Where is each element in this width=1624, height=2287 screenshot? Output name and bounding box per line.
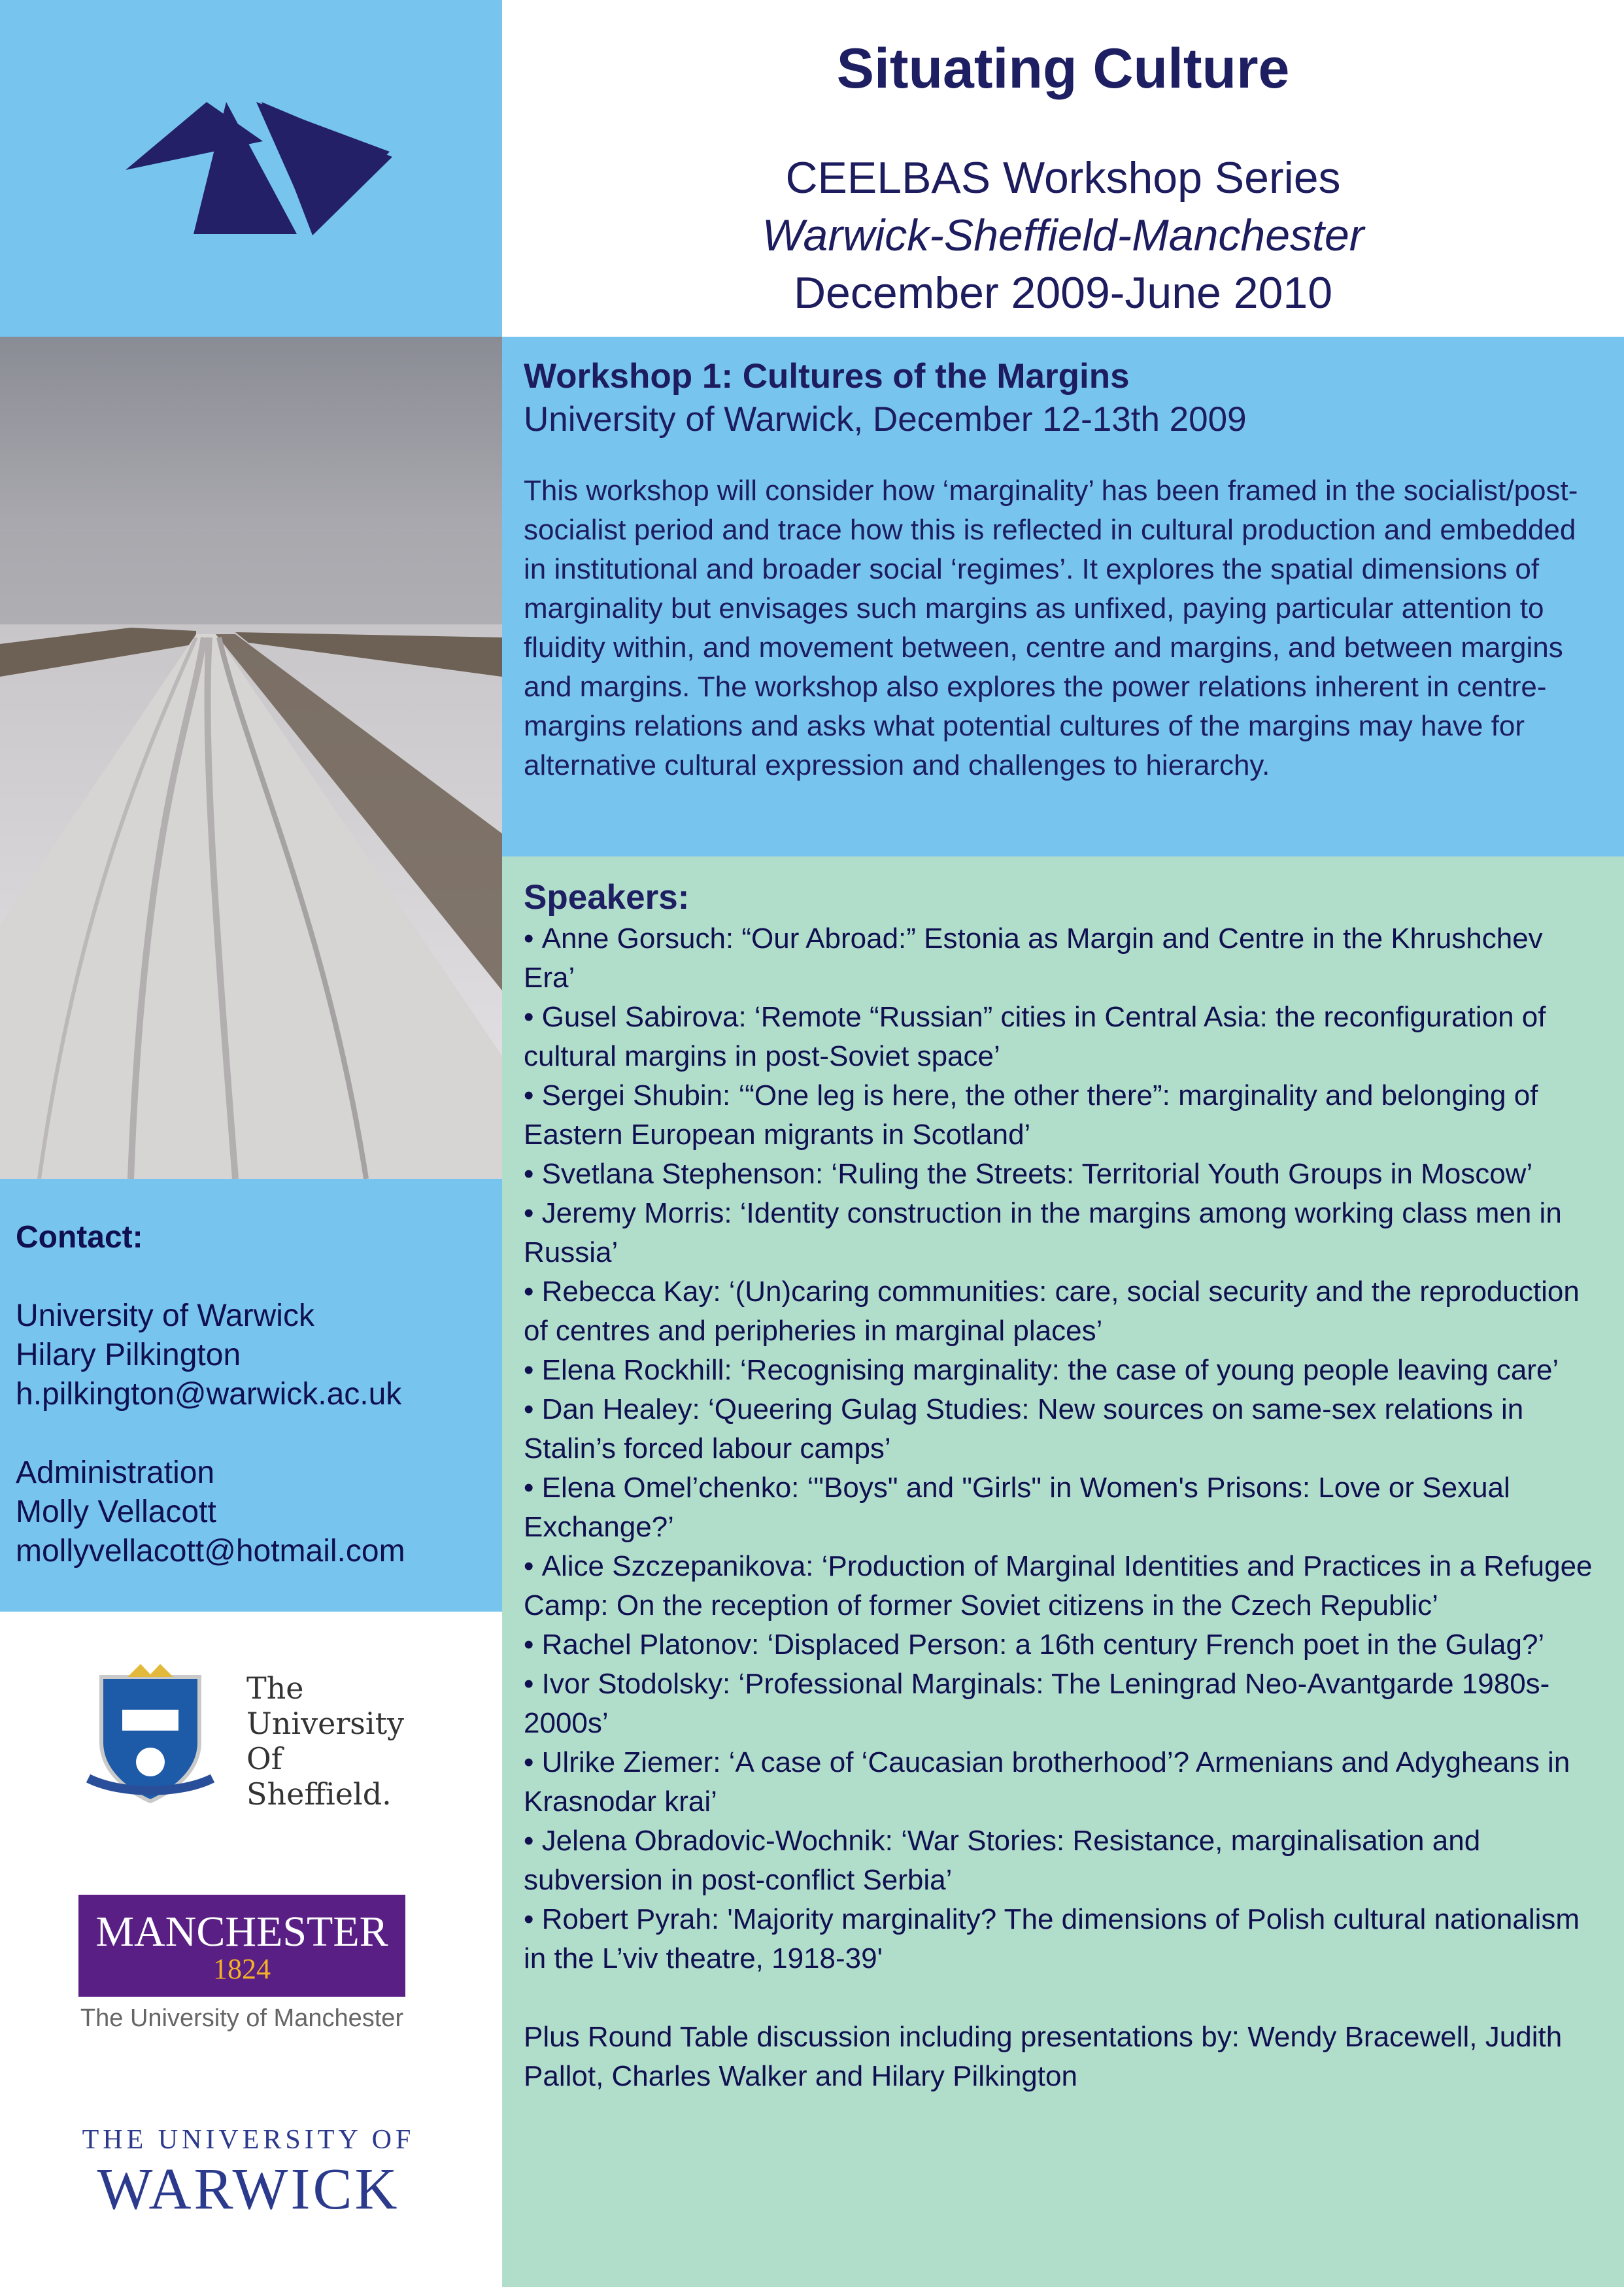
manchester-subtitle: The University of Manchester bbox=[80, 2005, 404, 2032]
sheffield-logo bbox=[82, 1664, 422, 1814]
series-info bbox=[502, 149, 1624, 322]
contact-email-link[interactable]: h.pilkington@warwick.ac.uk bbox=[16, 1377, 402, 1412]
sheffield-word-3: Of bbox=[246, 1741, 282, 1776]
workshop-venue: University of Warwick, December 12-13th 2009 bbox=[524, 400, 1247, 439]
warwick-logo bbox=[72, 2122, 425, 2226]
manchester-purple-box bbox=[78, 1895, 405, 1997]
speaker-item: • Gusel Sabirova: ‘Remote “Russian” cities in Central Asia: the reconfiguration of cultural margins in post-Soviet space’ bbox=[524, 998, 1598, 1076]
sheffield-crest-icon bbox=[82, 1664, 219, 1808]
ceelbas-logo-icon bbox=[0, 0, 502, 337]
speaker-item: • Rachel Platonov: ‘Displaced Person: a 16th century French poet in the Gulag?’ bbox=[524, 1625, 1598, 1665]
speaker-item: • Alice Szczepanikova: ‘Production of Marginal Identities and Practices in a Refugee Camp: On the reception of former Soviet citizens in the Czech Republic’ bbox=[524, 1547, 1598, 1625]
speaker-item: • Ulrike Ziemer: ‘A case of ‘Caucasian brotherhood’? Armenians and Adygheans in Krasnodar krai’ bbox=[524, 1743, 1598, 1821]
speakers-list bbox=[524, 919, 1598, 1978]
series-cities: Warwick-Sheffield-Manchester bbox=[762, 211, 1364, 260]
warwick-top-line: THE UNIVERSITY OF bbox=[82, 2125, 415, 2155]
speakers-heading: Speakers: bbox=[524, 878, 690, 917]
workshop-panel bbox=[502, 337, 1624, 856]
contact-panel bbox=[0, 1179, 502, 1612]
speaker-item: • Jelena Obradovic-Wochnik: ‘War Stories: Resistance, marginalisation and subversion in post-conflict Serbia’ bbox=[524, 1821, 1598, 1900]
roundtable-note: Plus Round Table discussion including presentations by: Wendy Bracewell, Judith Pallot, Charles Walker and Hilary Pilkington bbox=[524, 2021, 1563, 2092]
snowy-road-photo bbox=[0, 337, 502, 1179]
poster-title: Situating Culture bbox=[836, 37, 1290, 100]
manchester-name: MANCHESTER bbox=[95, 1908, 388, 1956]
admin-name: Molly Vellacott bbox=[16, 1495, 216, 1529]
speaker-item: • Ivor Stodolsky: ‘Professional Marginals: The Leningrad Neo-Avantgarde 1980s-2000s’ bbox=[524, 1665, 1598, 1743]
speaker-item: • Anne Gorsuch: “Our Abroad:” Estonia as Margin and Centre in the Khrushchev Era’ bbox=[524, 919, 1598, 998]
contact-heading: Contact: bbox=[16, 1220, 143, 1255]
speaker-item: • Rebecca Kay: ‘(Un)caring communities: care, social security and the reproduction of centres and peripheries in marginal places’ bbox=[524, 1272, 1598, 1351]
series-dates: December 2009-June 2010 bbox=[793, 268, 1333, 318]
contact-name: Hilary Pilkington bbox=[16, 1338, 241, 1372]
speaker-item: • Jeremy Morris: ‘Identity construction in the margins among working class men in Russia’ bbox=[524, 1194, 1598, 1272]
workshop-description: This workshop will consider how ‘marginality’ has been framed in the socialist/post-socialist period and trace how this is reflected in cultural production and embedded in institutional and broader social ‘regimes’. It explores the spatial dimensions of marginality but envisages such margins as unfixed, paying particular attention to fluidity within, and movement between, centre and margins, and between margins and margins. The workshop also explores the power relations inherent in centre-margins relations and asks what potential cultures of the margins may have for alternative cultural expression and challenges to hierarchy. bbox=[524, 475, 1578, 781]
warwick-name: WARWICK bbox=[97, 2157, 400, 2222]
sheffield-word-2: University bbox=[246, 1706, 405, 1741]
speaker-item: • Dan Healey: ‘Queering Gulag Studies: New sources on same-sex relations in Stalin’s forced labour camps’ bbox=[524, 1390, 1598, 1468]
speaker-item: • Elena Omel’chenko: ‘"Boys" and "Girls" in Women's Prisons: Love or Sexual Exchange?’ bbox=[524, 1468, 1598, 1547]
manchester-logo bbox=[78, 1895, 405, 2039]
sheffield-wordmark bbox=[246, 1670, 404, 1812]
speakers-panel bbox=[502, 856, 1624, 2287]
series-name: CEELBAS Workshop Series bbox=[785, 153, 1341, 203]
admin-email-link[interactable]: mollyvellacott@hotmail.com bbox=[16, 1534, 405, 1568]
contact-institution: University of Warwick bbox=[16, 1298, 314, 1333]
speaker-item: • Svetlana Stephenson: ‘Ruling the Streets: Territorial Youth Groups in Moscow’ bbox=[524, 1155, 1598, 1194]
speaker-item: • Sergei Shubin: ‘“One leg is here, the other there”: marginality and belonging of Eastern European migrants in Scotland’ bbox=[524, 1076, 1598, 1155]
sheffield-word-1: The bbox=[246, 1670, 304, 1706]
speaker-item: • Elena Rockhill: ‘Recognising marginality: the case of young people leaving care’ bbox=[524, 1351, 1598, 1390]
sheffield-word-4: Sheffield. bbox=[246, 1776, 392, 1812]
workshop-title: Workshop 1: Cultures of the Margins bbox=[524, 357, 1130, 396]
admin-label: Administration bbox=[16, 1455, 215, 1490]
poster-header bbox=[502, 0, 1624, 337]
ceelbas-logo-panel bbox=[0, 0, 502, 337]
manchester-year: 1824 bbox=[213, 1953, 271, 1985]
speaker-item: • Robert Pyrah: 'Majority marginality? The dimensions of Polish cultural nationalism in the L’viv theatre, 1918-39' bbox=[524, 1900, 1598, 1978]
